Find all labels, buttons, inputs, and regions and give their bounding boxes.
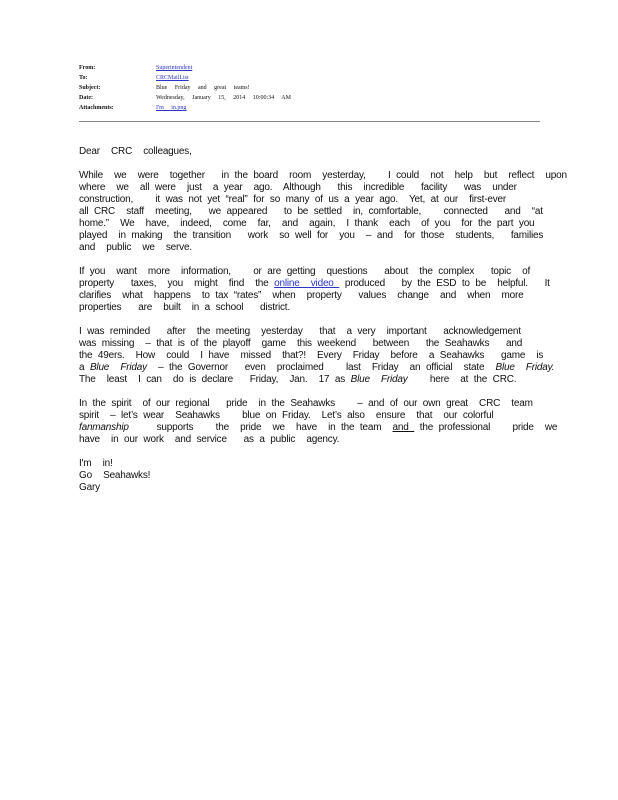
- paragraph-line: the 49ers. How could I have missed that?! Every Friday before a Seahawks game is: [79, 350, 544, 361]
- text-segment: a: [79, 362, 90, 373]
- blue-friday-italic: Blue Friday.: [495, 362, 555, 373]
- paragraph-line: [79, 278, 550, 290]
- to-link[interactable]: CRCMailList: [156, 75, 189, 81]
- paragraph-line: construction, it was not yet “real” for so many of us a year ago. Yet, at our first-ever: [79, 194, 507, 205]
- from-link[interactable]: Superintendent: [156, 65, 193, 71]
- paragraph-3: [79, 326, 555, 386]
- to-label: To:: [79, 75, 88, 81]
- paragraph-4: [79, 398, 558, 446]
- paragraph-line: have in our work and service as a public agency.: [79, 434, 340, 445]
- paragraph-line: where we all were just a year ago. Although this incredible facility was under: [79, 182, 517, 193]
- date-value: Wednesday, January 15, 2014 10:00:34 AM: [156, 95, 291, 101]
- paragraph-line: I was reminded after the meeting yesterday that a very important acknowledgement: [79, 326, 521, 337]
- text-segment: The least I can do is declare Friday, Jan. 17 as: [79, 374, 351, 385]
- blue-friday-italic: Blue Friday: [350, 374, 408, 385]
- closing-line: Go Seahawks!: [79, 470, 151, 481]
- email-header: [79, 63, 539, 113]
- attachments-label: Attachments:: [79, 105, 114, 111]
- header-divider: [79, 121, 540, 122]
- to-row: [79, 73, 539, 83]
- online-video-link[interactable]: online video: [274, 278, 340, 289]
- text-segment: the professional pride we: [414, 422, 558, 433]
- paragraph-line: [79, 374, 529, 386]
- from-label: From:: [79, 65, 96, 71]
- blue-friday-italic: Blue Friday: [89, 362, 147, 373]
- underlined-and: and: [392, 422, 415, 433]
- paragraph-line: and public we serve.: [79, 242, 192, 253]
- paragraph-line: [79, 422, 558, 434]
- email-body: [79, 146, 567, 494]
- text-segment: supports the pride we have in the team: [128, 422, 393, 433]
- paragraph-line: was missing – that is of the playoff game this weekend between the Seahawks and: [79, 338, 523, 349]
- closing-line: I'm in!: [79, 458, 113, 469]
- text-segment: here at the CRC.: [407, 374, 517, 385]
- attachment-link[interactable]: I'm in.png: [156, 105, 187, 111]
- paragraph-line: clarifies what happens to tax “rates” when property values change and when more: [79, 290, 524, 301]
- text-segment: property taxes, you might find the: [79, 278, 275, 289]
- greeting: Dear CRC colleagues,: [79, 146, 192, 157]
- paragraph-line: spirit – let’s wear Seahawks blue on Friday. Let’s also ensure that our colorful: [79, 410, 494, 421]
- date-row: [79, 93, 539, 103]
- subject-row: [79, 83, 539, 93]
- text-segment: produced by the ESD to be helpful. It: [339, 278, 550, 289]
- paragraph-2: [79, 266, 550, 314]
- paragraph-line: played in making the transition work so well for you – and for those students, families: [79, 230, 544, 241]
- from-row: [79, 63, 539, 73]
- paragraph-line: home.” We have, indeed, come far, and again, I thank each of you for the part you: [79, 218, 535, 229]
- subject-label: Subject:: [79, 85, 101, 91]
- fanmanship-italic: fanmanship: [79, 422, 129, 433]
- paragraph-line: [79, 362, 555, 374]
- attachments-row: [79, 103, 539, 113]
- paragraph-line: all CRC staff meeting, we appeared to be settled in, comfortable, connected and “at: [79, 206, 543, 217]
- paragraph-line: properties are built in a school district.: [79, 302, 290, 313]
- text-segment: – the Governor even proclaimed last Friday an official state: [146, 362, 496, 373]
- paragraph-line: While we were together in the board room yesterday, I could not help but reflect upon: [79, 170, 567, 181]
- paragraph-line: If you want more information, or are getting questions about the complex topic of: [79, 266, 531, 277]
- signature-name: Gary: [79, 482, 100, 493]
- subject-value: Blue Friday and great teams!: [156, 85, 250, 91]
- paragraph-line: In the spirit of our regional pride in the Seahawks – and of our own great CRC team: [79, 398, 533, 409]
- paragraph-1: [79, 170, 567, 254]
- closing: [79, 458, 529, 494]
- date-label: Date:: [79, 95, 93, 101]
